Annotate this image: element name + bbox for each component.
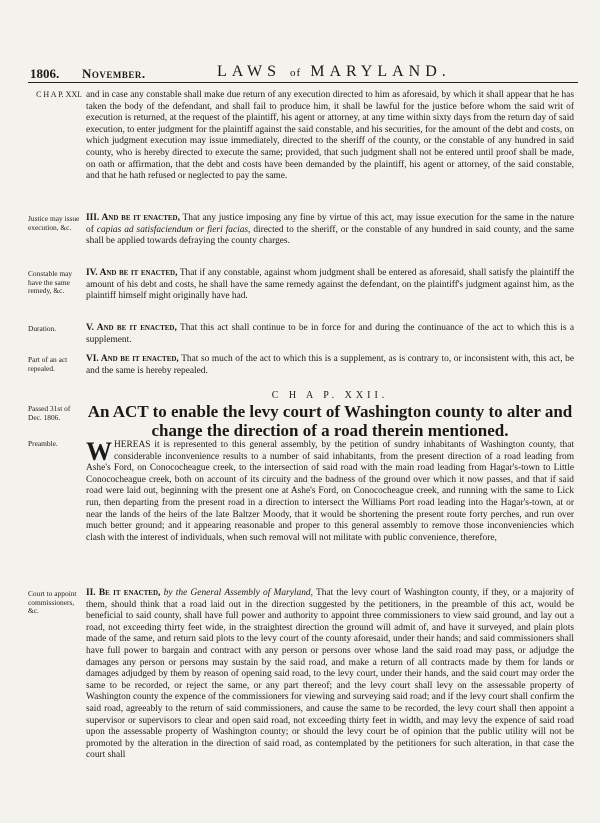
preamble-text: HEREAS it is represented to this general assembly, by the petition of sundry inhabitants of Washington county, that considerable inconvenience results to a number of said inhabitants, from the present direction of a road leading from Ashe's Ford, on Conococheague creek, to the intersection of said road with the main road leading from Hagar's-town to Little Conococheague creek, both on account of its circuity and the badness of the ground over which it now passes, and that if said road were laid out, beginning with the present one at Ashe's Ford, on Conococheague creek, and running with the same to Lick run, then departing from the present road in a direction to intersect the Williams Port road leading into the Hagar's-town, at or near the lands of the heirs of the late Baltzer Moody, that it would be shortening the present route forty perches, and run over much better ground; and it appearing reasonable and proper to this general assembly to remove those inconveniencies which clash with the interest of individuals, when such removal will not militate with public convenience, therefore, bbox=[86, 440, 574, 543]
header-title bbox=[217, 64, 451, 81]
section-4-text: That if any constable, against whom judgment shall be entered as aforesaid, shall satisfy the plaintiff the amount of his debt and costs, he shall have the same remedy against the defendant, on the plaintiff's judgment against him, as the plaintiff himself might originally have had. bbox=[86, 268, 575, 302]
section-3-lead: III. And be it enacted, bbox=[86, 213, 180, 223]
section-4 bbox=[86, 268, 574, 303]
header-title-laws: LAWS bbox=[217, 63, 282, 80]
running-header bbox=[30, 63, 575, 82]
section-3 bbox=[86, 213, 574, 248]
section-5 bbox=[86, 323, 574, 346]
margin-note-commissioners: Court to appoint commissioners, &c. bbox=[28, 589, 77, 616]
section-2-text: That the levy court of Washington county, if they, or a majority of them, should think that a road laid out in the direction suggested by the petitioners, in the preamble of this act, would be beneficial to said county, shall have full power and authority to appoint three commissioners to view said ground, and lay out a road, not exceeding thirty feet wide, in the straightest direction the ground will admit of, and have it surveyed, and plain plots made of the same, and return said plots to the levy court of the county aforesaid, under their hands; and said commissioners shall have full power to bargain and contract with any person or persons over whose land the said road may pass, or adjudge the damages any person or persons may sustain by the said road, and make a return of all contracts made by them for lands or damages adjudged by them by reason of opening said road, to the levy court, under their hands, and the said court may order the same to be recorded, or reject the same, or any part thereof; and the levy court shall levy on the assessable property of Washington county the expence of the commissioners for viewing and surveying said road; and if the levy court shall confirm the said road, agreeably to the return of said commissioners, and cause the same to be recorded, the levy court shall then appoint a supervisor or supervisors to clear and open said road, not exceeding thirty feet in width, and may levy the expence of said road upon the assessable property of Washington county; or should the levy court be of opinion that the public utility will not be promoted by the alteration in the direction of said road, as contemplated by the petitioners for such alteration, in that case the court shall bbox=[86, 588, 574, 761]
section-5-text: That this act shall continue to be in force for and during the continuance of the act to which this is a supplement. bbox=[86, 323, 574, 345]
header-title-of: of bbox=[290, 67, 302, 79]
header-year: 1806. bbox=[30, 66, 60, 81]
continuation-paragraph: and in case any constable shall make due return of any execution directed to him as aforesaid, by which it shall appear that he has taken the body of the defendant, and shall fail to produce him, it shall be lawful for the justice before whom the said writ of execution is returned, at the request of the plaintiff, his agent or attorney, at any time within sixty days from the return day of said execution, to enter judgment for the plaintiff against the said constable, and his securities, for the amount of the debt and costs, on which judgment execution may issue immediately, directed to the sheriff of the county, or the constable of any hundred in said county, who is hereby directed to execute the same; provided, that such judgment shall not be entered until proof shall be made, on oath or affirmation, that the debt and costs have been demanded by the plaintiff, his agent or attorney, of the said constable, and that he hath refused or neglected to pay the same. bbox=[86, 90, 574, 182]
section-4-lead: IV. And be it enacted, bbox=[86, 268, 178, 278]
header-rule bbox=[28, 82, 578, 83]
section-2-lead: II. Be it enacted, bbox=[86, 588, 161, 598]
section-6-lead: VI. And be it enacted, bbox=[86, 354, 179, 364]
section-3-italic: capias ad satisfaciendum or fieri facias, bbox=[96, 224, 251, 235]
header-month: November. bbox=[82, 66, 146, 81]
section-6 bbox=[86, 354, 574, 377]
margin-chapter-label: C H A P. XXI. bbox=[36, 90, 82, 99]
header-title-maryland: MARYLAND. bbox=[310, 63, 451, 80]
preamble-paragraph bbox=[86, 437, 574, 544]
margin-note-constable: Constable may have the same remedy, &c. bbox=[28, 269, 73, 296]
section-2 bbox=[86, 588, 574, 762]
margin-note-justice: Justice may issue execution, &c. bbox=[28, 214, 80, 232]
section-2-italic: by the General Assembly of Maryland, bbox=[160, 588, 313, 598]
section-3-text-a: That any justice imposing any fine by virtue of this act, may issue execution for the same in the nature of bbox=[86, 213, 574, 235]
margin-note-duration: Duration. bbox=[28, 324, 57, 333]
section-5-lead: V. And be it enacted, bbox=[86, 323, 177, 333]
section-3-text-b: directed to the sheriff, or the constable of any hundred in said county, and the same shall be applied towards defraying the county charges. bbox=[86, 224, 574, 247]
preamble-dropcap: W bbox=[86, 437, 112, 466]
margin-note-preamble: Preamble. bbox=[28, 439, 58, 448]
chapter-22-heading: C H A P. XXII. bbox=[271, 390, 389, 401]
margin-note-passed: Passed 31st of Dec. 1806. bbox=[28, 404, 71, 422]
margin-note-repealed: Part of an act repealed. bbox=[28, 355, 68, 373]
section-6-text: That so much of the act to which this is a supplement, as is contrary to, or inconsistent with, this act, be and the same is hereby repealed. bbox=[86, 354, 574, 376]
act-title: An ACT to enable the levy court of Washington county to alter and change the direction of a road therein mentioned. bbox=[87, 402, 573, 440]
